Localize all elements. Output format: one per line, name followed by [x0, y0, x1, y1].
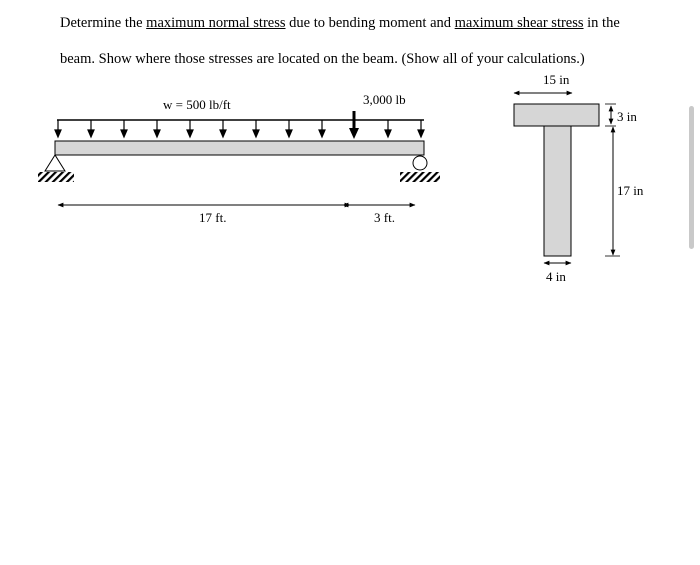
- point-load-arrowhead: [349, 128, 359, 139]
- web-width-label: 4 in: [546, 269, 566, 284]
- vertical-scrollbar[interactable]: [689, 106, 694, 249]
- ground-hatch: [400, 172, 440, 182]
- problem-text: Determine the: [60, 15, 147, 31]
- flange: [514, 104, 599, 126]
- distributed-load-label: w = 500 lb/ft: [163, 97, 231, 112]
- t-section: [514, 72, 644, 284]
- roller-support: [400, 156, 440, 182]
- max-normal-stress-term: maximum normal stress: [146, 15, 286, 31]
- span-left-label: 17 ft.: [199, 210, 227, 225]
- load-arrows: [55, 120, 424, 137]
- point-load: [349, 92, 406, 139]
- problem-line-2: beam. Show where those stresses are located on the beam. (Show all of your calculations.): [60, 51, 585, 67]
- flange-thickness-label: 3 in: [617, 109, 637, 124]
- flange-width-label: 15 in: [543, 72, 570, 87]
- depth-label: 17 in: [617, 183, 644, 198]
- max-shear-stress-term: maximum shear stress: [454, 15, 584, 31]
- problem-text: due to bending moment and: [285, 15, 455, 31]
- web: [544, 126, 571, 256]
- span-right-label: 3 ft.: [374, 210, 395, 225]
- ground-hatch: [38, 172, 74, 182]
- problem-text: in the: [583, 15, 620, 31]
- beam: [55, 141, 424, 155]
- point-load-label: 3,000 lb: [363, 92, 406, 107]
- span-dimensions: [58, 205, 415, 225]
- pin-support: [38, 155, 74, 182]
